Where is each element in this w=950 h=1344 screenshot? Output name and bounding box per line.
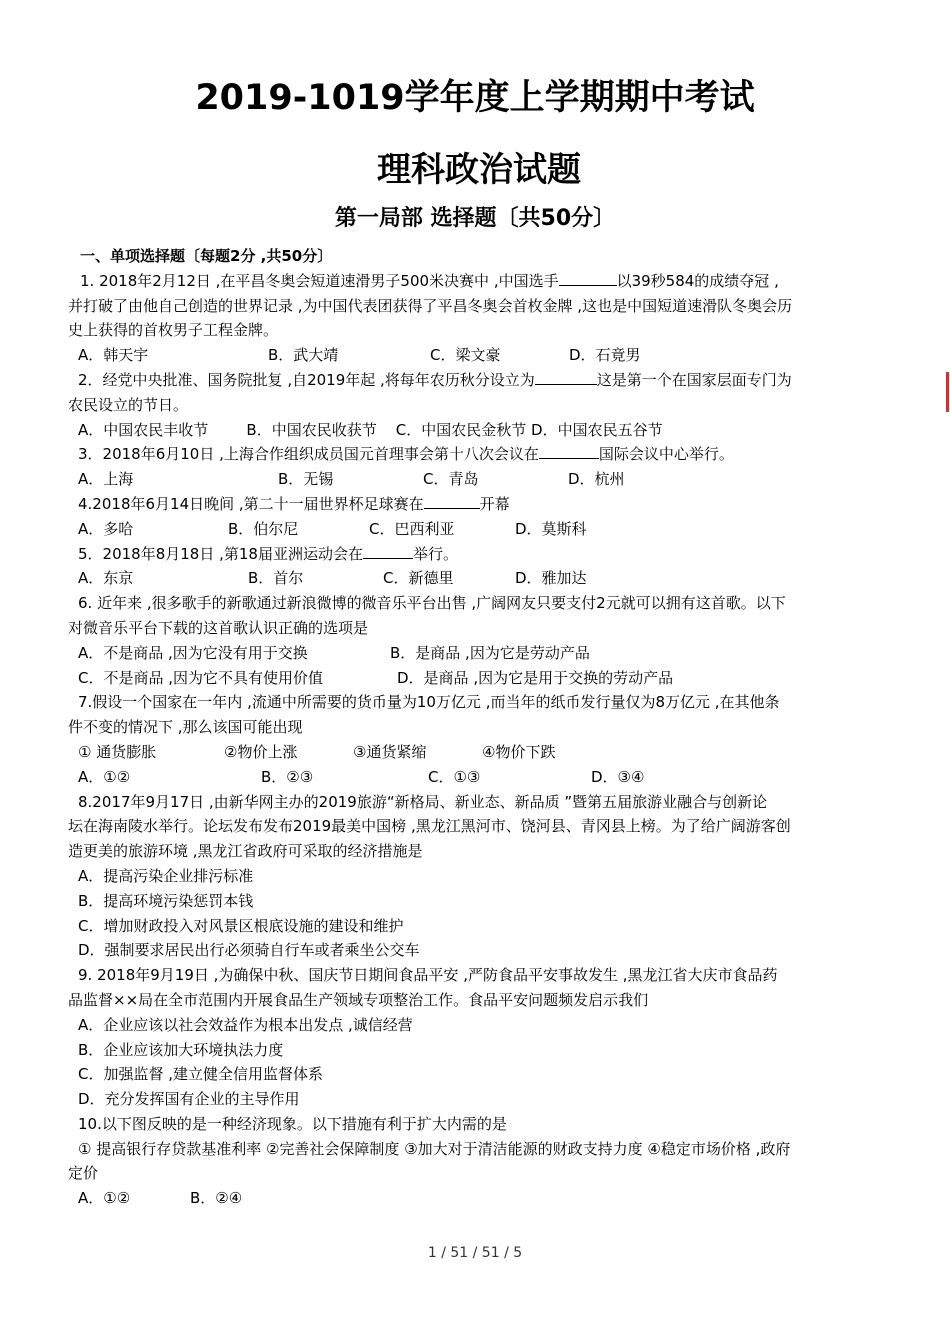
answer-blank bbox=[539, 442, 599, 459]
page-number: 1 / 51 / 51 / 5 bbox=[427, 1245, 523, 1261]
option-c: C．青岛 bbox=[423, 470, 479, 489]
answer-blank bbox=[363, 542, 413, 559]
question-10-line-3: 定价 bbox=[68, 1164, 99, 1183]
option-d: D．是商品 ,因为它是用于交换的劳动产品 bbox=[397, 668, 674, 687]
question-body bbox=[68, 244, 888, 1211]
question-1-line-2: 并打破了由他自己创造的世界记录 ,为中国代表团获得了平昌冬奥会首枚金牌 ,这也是中国短道速滑队冬奥会历 bbox=[68, 296, 793, 315]
option-a: A．韩天宇 bbox=[78, 346, 149, 365]
question-6-line-1: 6. 近年来 ,很多歌手的新歌通过新浪微博的微音乐平台出售 ,广阔网友只要支付2元就可以拥有这首歌。以下 bbox=[78, 594, 786, 613]
option-a: A．提高污染企业排污标准 bbox=[78, 866, 254, 885]
option-a: A．东京 bbox=[78, 569, 134, 588]
question-7-items bbox=[68, 740, 888, 765]
option-d: D．强制要求居民出行必须骑自行车或者乘坐公交车 bbox=[78, 941, 420, 960]
question-4-line-1: 4.2018年6月14日晚间 ,第二十一届世界杯足球赛在 开幕 bbox=[68, 492, 888, 517]
option-a: A．多哈 bbox=[78, 519, 134, 538]
section-heading: 一、单项选择题〔每题2分 ,共50分〕 bbox=[80, 247, 333, 265]
question-1-line-3: 史上获得的首枚男子工程金牌。 bbox=[68, 321, 279, 340]
exam-title: 2019-1019学年度上学期期中考试 bbox=[195, 78, 755, 118]
question-2-line-2: 农民设立的节日。 bbox=[68, 395, 189, 414]
option-a: A．上海 bbox=[78, 470, 134, 489]
item-3: ③通货紧缩 bbox=[353, 742, 427, 761]
question-9-line-2: 品监督××局在全市范围内开展食品生产领域专项整治工作。食品平安问题频发启示我们 bbox=[68, 990, 649, 1009]
question-1-options bbox=[68, 343, 888, 368]
option-a: A．①② bbox=[78, 1189, 131, 1208]
option-c: C．新德里 bbox=[383, 569, 454, 588]
option-c: C．增加财政投入对风景区根底设施的建设和维护 bbox=[78, 916, 404, 935]
question-9-line-1: 9. 2018年9月19日 ,为确保中秋、国庆节日期间食品平安 ,严防食品平安事故发生 ,黑龙江省大庆市食品药 bbox=[78, 966, 778, 985]
question-5-options bbox=[68, 566, 888, 591]
question-8-line-2: 坛在海南陵水举行。论坛发布发布2019最美中国榜 ,黑龙江黑河市、饶河县、青冈县上榜。为了给广阔游客创 bbox=[68, 817, 791, 836]
question-3-line-1: 3．2018年6月10日 ,上海合作组织成员国元首理事会第十八次会议在 国际会议中心举行。 bbox=[68, 442, 888, 467]
option-b: B．无锡 bbox=[278, 470, 334, 489]
question-6-options-cd bbox=[68, 666, 888, 691]
item-1: ① 通货膨胀 bbox=[78, 742, 157, 761]
question-7-line-2: 件不变的情况下 ,那么该国可能出现 bbox=[68, 718, 303, 737]
option-d: D．充分发挥国有企业的主导作用 bbox=[78, 1090, 300, 1109]
answer-blank bbox=[535, 368, 597, 385]
answer-blank bbox=[424, 492, 480, 509]
question-4-options bbox=[68, 517, 888, 542]
question-8-line-1: 8.2017年9月17日 ,由新华网主办的2019旅游“新格局、新业态、新品质 ”暨第五届旅游业融合与创新论 bbox=[78, 792, 768, 811]
option-c: C．梁文豪 bbox=[430, 346, 501, 365]
option-b: B．②④ bbox=[190, 1189, 243, 1208]
option-c: C．巴西利亚 bbox=[369, 519, 455, 538]
question-8-line-3: 造更美的旅游环境 ,黑龙江省政府可采取的经济措施是 bbox=[68, 842, 423, 861]
option-c: C．不是商品 ,因为它不具有使用价值 bbox=[78, 668, 324, 687]
part-title: 第一局部 选择题〔共50分〕 bbox=[334, 206, 616, 231]
option-a: A．①② bbox=[78, 767, 131, 786]
option-d: D．雅加达 bbox=[515, 569, 587, 588]
option-b: B．是商品 ,因为它是劳动产品 bbox=[390, 643, 590, 662]
question-7-line-1: 7.假设一个国家在一年内 ,流通中所需要的货币量为10万亿元 ,而当年的纸币发行量仅为8万亿元 ,在其他条 bbox=[78, 693, 780, 712]
option-b: B．武大靖 bbox=[268, 346, 339, 365]
option-d: D．杭州 bbox=[568, 470, 625, 489]
option-b: B．首尔 bbox=[248, 569, 304, 588]
exam-subtitle: 理科政治试题 bbox=[377, 150, 581, 190]
option-b: B．提高环境污染惩罚本钱 bbox=[78, 891, 254, 910]
option-a: A．企业应该以社会效益作为根本出发点 ,诚信经营 bbox=[78, 1015, 413, 1034]
question-1-line-1: 1. 2018年2月12日 ,在平昌冬奥会短道速滑男子500米决赛中 ,中国选手 以39秒584的成绩夺冠 , bbox=[68, 269, 888, 294]
option-b: B．企业应该加大环境执法力度 bbox=[78, 1040, 284, 1059]
option-a: A．不是商品 ,因为它没有用于交换 bbox=[78, 643, 308, 662]
option-d: D．③④ bbox=[591, 767, 645, 786]
question-2-line-1: 2．经党中央批准、国务院批复 ,自2019年起 ,将每年农历秋分设立为 这是第一个在国家层面专门为 bbox=[68, 368, 888, 393]
answer-blank bbox=[559, 269, 617, 286]
item-4: ④物价下跌 bbox=[482, 742, 556, 761]
question-10-line-1: 10.以下图反映的是一种经济现象。以下措施有利于扩大内需的是 bbox=[78, 1114, 507, 1133]
item-2: ②物价上涨 bbox=[224, 742, 298, 761]
question-2-options: A．中国农民丰收节 B．中国农民收获节 C．中国农民金秋节 D．中国农民五谷节 bbox=[78, 420, 663, 439]
question-10-line-2: ① 提高银行存贷款基准利率 ②完善社会保障制度 ③加大对于清洁能源的财政支持力度 ④稳定市场价格 ,政府 bbox=[78, 1139, 791, 1158]
option-d: D．石竟男 bbox=[569, 346, 641, 365]
question-6-line-2: 对微音乐平台下载的这首歌认识正确的选项是 bbox=[68, 618, 369, 637]
question-3-options bbox=[68, 467, 888, 492]
question-10-options bbox=[68, 1186, 888, 1211]
option-c: C．加强监督 ,建立健全信用监督体系 bbox=[78, 1065, 324, 1084]
option-c: C．①③ bbox=[428, 767, 481, 786]
option-d: D．莫斯科 bbox=[515, 519, 587, 538]
edge-mark bbox=[946, 372, 949, 412]
question-7-options bbox=[68, 765, 888, 790]
question-6-options-ab bbox=[68, 641, 888, 666]
question-5-line-1: 5．2018年8月18日 ,第18届亚洲运动会在 举行。 bbox=[68, 542, 888, 567]
option-b: B．伯尔尼 bbox=[228, 519, 299, 538]
option-b: B．②③ bbox=[261, 767, 314, 786]
